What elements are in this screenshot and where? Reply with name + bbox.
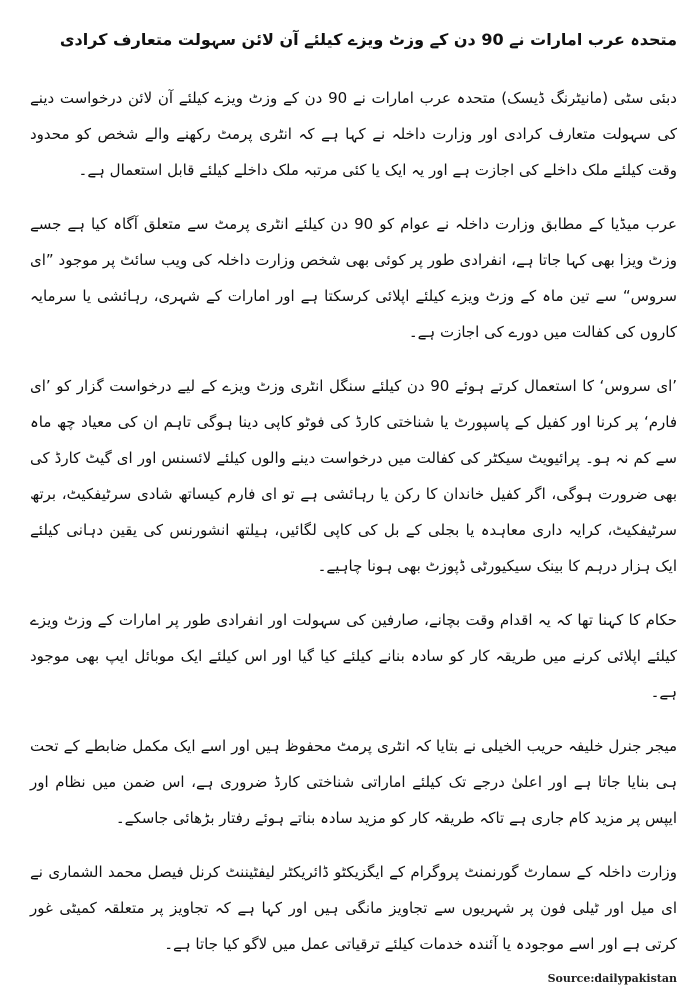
article-paragraph-4: حکام کا کہنا تھا کہ یہ اقدام وقت بچانے، صارفین کی سہولت اور انفرادی طور پر امارات کے وزٹ ویزے کیلئے اپلائی کرنے میں طریقہ کار کو سادہ بنانے کیلئے کیا گیا اور اس کیلئے ایک موبائل ایپ بھی موجود ہے۔ xyxy=(30,611,677,701)
article-headline: متحدہ عرب امارات نے 90 دن کے وزٹ ویزے کیلئے آن لائن سہولت متعارف کرادی xyxy=(59,30,677,49)
article-paragraph-2: عرب میڈیا کے مطابق وزارت داخلہ نے عوام کو 90 دن کیلئے انٹری پرمٹ سے متعلق آگاہ کیا ہے جسے وزٹ ویزا بھی کہا جاتا ہے، انفرادی طور پر کوئی بھی شخص وزارت داخلہ کی ویب سائٹ پر موجود ”ای سروس“ سے تین ماہ کے وزٹ ویزے کیلئے اپلائی کرسکتا ہے اور امارات کے شہری، رہائشی یا سرمایہ کاروں کی کفالت میں دورے کی اجازت ہے۔ xyxy=(30,215,678,341)
article-paragraph-3: ’ای سروس‘ کا استعمال کرتے ہوئے 90 دن کیلئے سنگل انٹری وزٹ ویزے کے لیے درخواست گزار کو ’ای فارم‘ پر کرنا اور کفیل کے پاسپورٹ یا شناختی کارڈ کی فوٹو کاپی دینا ہوگی تاہم ان کی معیاد چھ ماہ سے کم نہ ہو۔ پرائیویٹ سیکٹر کی کفالت میں درخواست دینے والوں کیلئے لائسنس اور ای گیٹ کارڈ کی بھی ضرورت ہوگی، اگر کفیل خاندان کا رکن یا رہائشی ہے تو ای فارم کیساتھ شادی سرٹیفکیٹ، برتھ سرٹیفکیٹ، کرایہ داری معاہدہ یا بجلی کے بل کی کاپی لگائیں، ہیلتھ انشورنس کی یقین دہانی کیلئے ایک ہزار درہم کا بینک سیکیورٹی ڈپوزٹ بھی ہونا چاہیے۔ xyxy=(30,377,678,575)
article-paragraph-6: وزارت داخلہ کے سمارٹ گورنمنٹ پروگرام کے ایگزیکٹو ڈائریکٹر لیفٹیننٹ کرنل فیصل محمد الشماری نے ای میل اور ٹیلی فون پر شہریوں سے تجاویز مانگی ہیں اور کہا ہے کہ تجاویز پر متعلقہ کمیٹی غور کرتی ہے اور اسے موجودہ یا آئندہ خدمات کیلئے ترقیاتی عمل میں لاگو کیا جاتا ہے۔ xyxy=(30,863,677,953)
article-paragraph-1: دبئی سٹی (مانیٹرنگ ڈیسک) متحدہ عرب امارات نے 90 دن کے وزٹ ویزے کیلئے آن لائن درخواست دینے کی سہولت متعارف کرادی اور وزارت داخلہ نے کہا ہے کہ انٹری پرمٹ رکھنے والے شخص کو محدود وقت کیلئے ملک داخلے کی اجازت ہے اور یہ ایک یا کئی مرتبہ ملک داخلے کیلئے قابل استعمال ہے۔ xyxy=(30,89,677,179)
article-paragraph-5: میجر جنرل خلیفہ حریب الخیلی نے بتایا کہ انٹری پرمٹ محفوظ ہیں اور اسے ایک مکمل ضابطے کے تحت ہی بنایا جاتا ہے اور اعلیٰ درجے تک کیلئے اماراتی شناختی کارڈ ضروری ہے، اس ضمن میں نظام اور ایپس پر مزید کام جاری ہے تاکہ طریقہ کار کو مزید سادہ بناتے ہوئے رفتار بڑھائی جاسکے۔ xyxy=(30,737,677,827)
article xyxy=(30,28,677,980)
source-credit: Source:dailypakistan xyxy=(547,972,677,985)
